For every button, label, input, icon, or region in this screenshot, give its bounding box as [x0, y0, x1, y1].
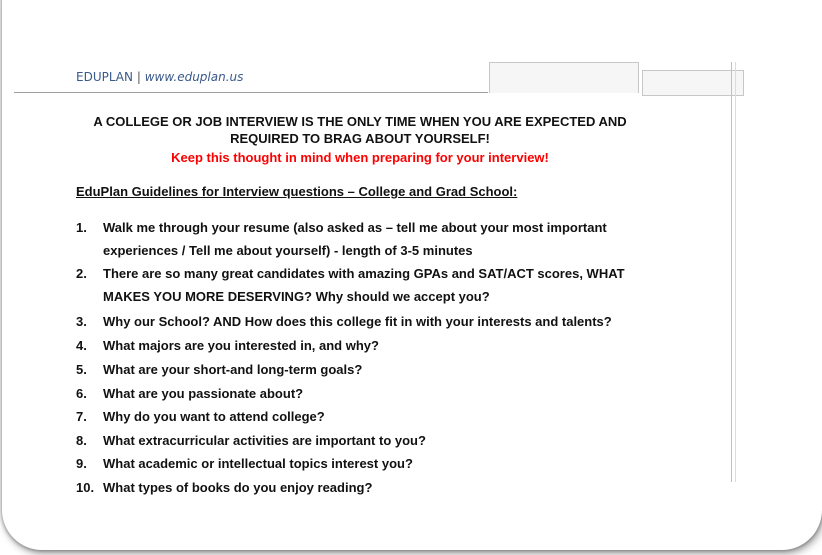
item-number: 7. — [76, 409, 87, 424]
item-text: What extracurricular activities are important to you? — [103, 433, 426, 448]
item-number: 8. — [76, 433, 87, 448]
item-text: There are so many great candidates with amazing GPAs and SAT/ACT scores, WHAT — [103, 266, 625, 281]
item-number: 4. — [76, 338, 87, 353]
item-text: What academic or intellectual topics interest you? — [103, 456, 413, 471]
section-heading: EduPlan Guidelines for Interview questions – College and Grad School: — [76, 184, 518, 199]
item-number: 6. — [76, 386, 87, 401]
page-edge-line — [731, 62, 732, 482]
item-text: What are you passionate about? — [103, 386, 304, 401]
item-text: What majors are you interested in, and why? — [103, 338, 379, 353]
header-box-left — [489, 62, 639, 93]
title-line-1: A COLLEGE OR JOB INTERVIEW IS THE ONLY TIME WHEN YOU ARE EXPECTED AND — [93, 114, 627, 129]
header-separator: | — [136, 70, 141, 84]
item-text: Walk me through your resume (also asked as – tell me about your most important — [103, 220, 607, 235]
item-text: What are your short-and long-term goals? — [103, 362, 363, 377]
header-box-right — [642, 70, 744, 96]
header-divider — [14, 92, 488, 93]
item-text: What types of books do you enjoy reading? — [103, 480, 373, 495]
title-line-2: REQUIRED TO BRAG ABOUT YOURSELF! — [230, 131, 490, 146]
item-text: experiences / Tell me about yourself) - length of 3-5 minutes — [103, 243, 473, 258]
item-number: 2. — [76, 266, 87, 281]
page-title — [60, 113, 660, 147]
website-link[interactable]: www.eduplan.us — [144, 70, 244, 84]
brand-name: EDUPLAN — [76, 70, 133, 84]
item-text: MAKES YOU MORE DESERVING? Why should we accept you? — [103, 289, 490, 304]
item-number: 10. — [76, 480, 95, 495]
item-text: Why do you want to attend college? — [103, 409, 325, 424]
item-number: 1. — [76, 220, 87, 235]
page-edge-line-outer — [735, 62, 736, 482]
page-header — [76, 70, 243, 84]
item-number: 3. — [76, 314, 87, 329]
item-number: 9. — [76, 456, 87, 471]
page-subtitle: Keep this thought in mind when preparing for your interview! — [171, 150, 549, 165]
item-text: Why our School? AND How does this college fit in with your interests and talents? — [103, 314, 612, 329]
item-number: 5. — [76, 362, 87, 377]
